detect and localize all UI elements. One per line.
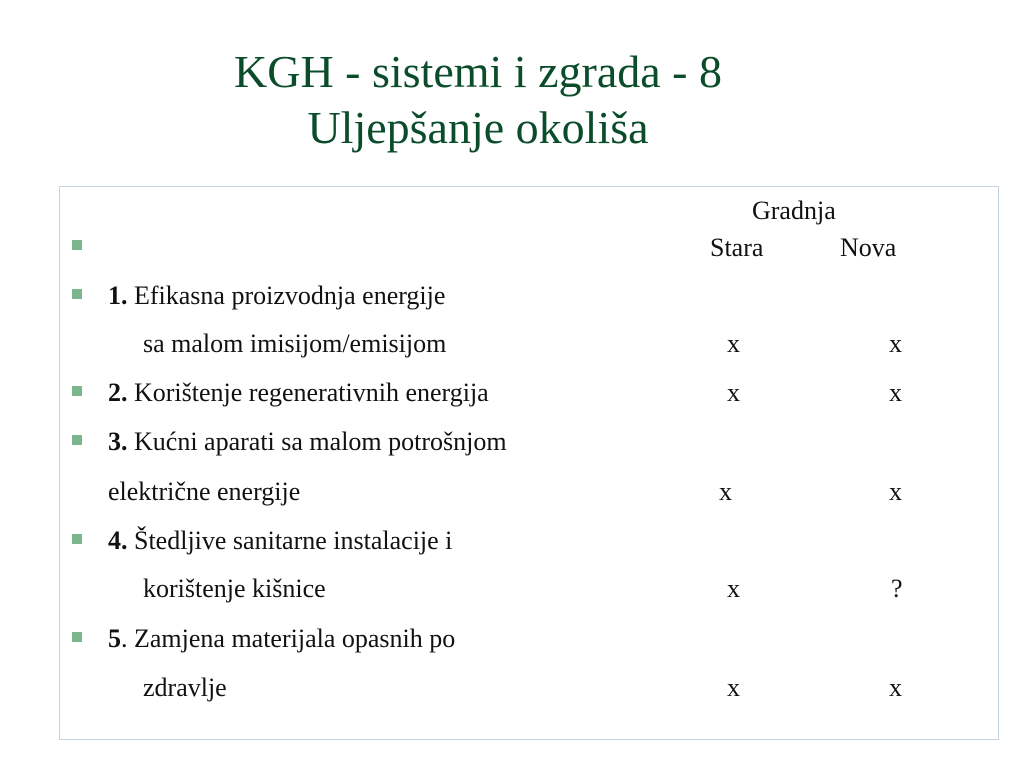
item-2-nova-mark: x	[889, 378, 902, 407]
item-1-text: Efikasna proizvodnja energije	[127, 281, 446, 310]
slide-title	[0, 44, 956, 156]
item-4-stara-mark: x	[727, 574, 740, 603]
item-3-text: Kućni aparati sa malom potrošnjom	[127, 427, 507, 456]
item-3-line-1	[108, 427, 507, 457]
item-3-number: 3.	[108, 427, 128, 456]
item-4-number: 4.	[108, 526, 128, 555]
header-nova: Nova	[840, 233, 897, 262]
item-2-stara-mark: x	[727, 378, 740, 407]
bullet-icon	[72, 386, 82, 396]
item-4-nova-mark: ?	[891, 574, 903, 603]
item-2-number: 2.	[108, 378, 128, 407]
item-5-text: . Zamjena materijala opasnih po	[121, 624, 456, 653]
bullet-icon	[72, 240, 82, 250]
item-1-number: 1.	[108, 281, 128, 310]
bullet-icon	[72, 435, 82, 445]
item-4-line-1	[108, 526, 452, 556]
item-1-nova-mark: x	[889, 329, 902, 358]
item-3-nova-mark: x	[889, 477, 902, 506]
item-2-line-1	[108, 378, 489, 408]
item-3-stara-mark: x	[719, 477, 732, 506]
item-1-stara-mark: x	[727, 329, 740, 358]
item-2-text: Korištenje regenerativnih energija	[127, 378, 489, 407]
item-1-line-2: sa malom imisijom/emisijom	[143, 329, 447, 358]
header-stara: Stara	[710, 233, 764, 262]
item-1-line-1	[108, 281, 445, 311]
slide-title-line-2: Uljepšanje okoliša	[307, 102, 649, 153]
bullet-icon	[72, 632, 82, 642]
slide-title-line-1: KGH - sistemi i zgrada - 8	[234, 46, 722, 97]
item-4-line-2: korištenje kišnice	[143, 574, 326, 603]
item-5-line-2: zdravlje	[143, 673, 227, 702]
content-box	[59, 186, 999, 740]
item-5-nova-mark: x	[889, 673, 902, 702]
item-4-text: Štedljive sanitarne instalacije i	[127, 526, 453, 555]
bullet-icon	[72, 289, 82, 299]
item-5-stara-mark: x	[727, 673, 740, 702]
bullet-icon	[72, 534, 82, 544]
item-5-number: 5	[108, 624, 121, 653]
header-gradnja: Gradnja	[752, 196, 836, 225]
item-5-line-1	[108, 624, 455, 654]
item-3-line-2: električne energije	[108, 477, 301, 506]
